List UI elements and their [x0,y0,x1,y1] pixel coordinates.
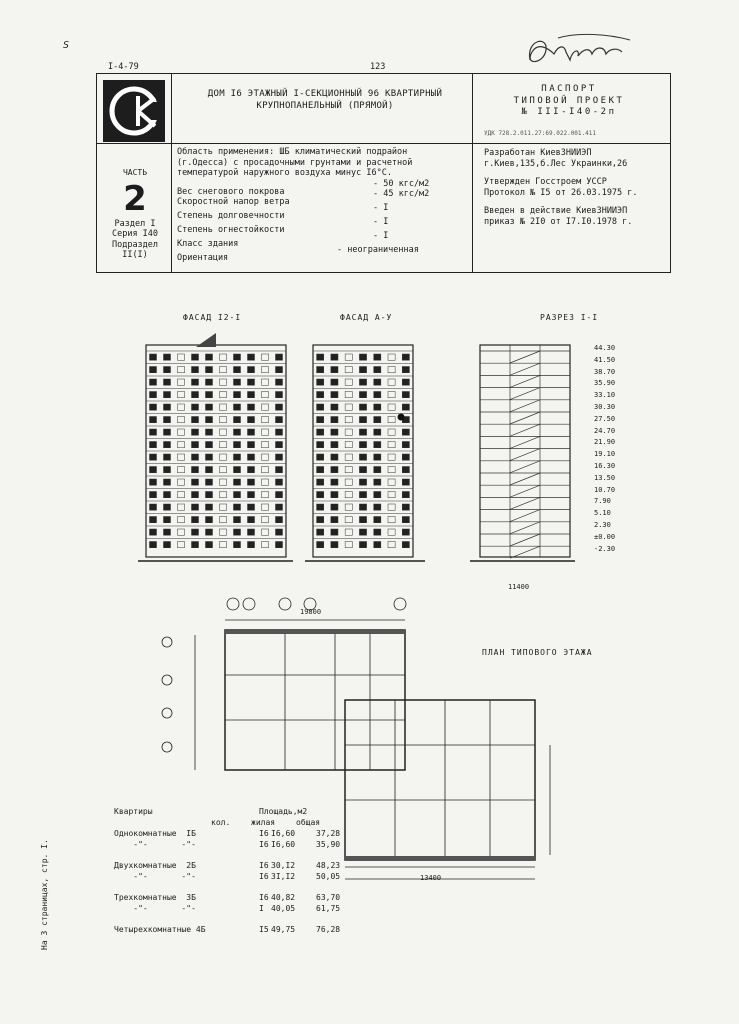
col-total: общая [296,818,321,827]
apt-count: I6 [259,893,269,902]
snow-value: - 50 кгс/м2 [373,178,430,189]
elevation-label: -2.30 [594,544,616,553]
apt-gap [211,860,259,871]
elevation-scale [594,344,615,556]
class-value: - I [373,231,389,241]
apt-living: 3I,I2 [271,872,296,881]
elevation-label: 21.90 [594,438,616,447]
signature [518,30,638,79]
apt-type: Двухкомнатные 2Б [114,861,196,870]
durability-value: - I [373,203,389,213]
project-title [185,88,465,112]
snow-label: Вес снегового покрова [177,186,285,197]
apt-count: I6 [259,840,269,849]
col-count: кол. [211,818,231,827]
elevation-label: 44.30 [594,344,616,352]
header-col-divider [171,73,172,273]
apt-type: Однокомнатные IБ [114,829,196,838]
apt-count: I6 [259,829,269,838]
section-line-2: Серия I40 [111,229,159,239]
fire-value: - I [373,217,389,227]
scan-mark: S [63,40,70,51]
developer-line-2: г.Киев,135,б.Лес Украинки,26 [484,158,628,169]
apartment-row [114,892,356,903]
section-line-3: Подраздел [111,239,159,250]
apt-count: I5 [259,925,269,934]
page-number: 123 [370,62,386,72]
developer-line-4: Протокол № I5 от 26.03.1975 г. [484,187,638,198]
apartment-row [114,924,356,935]
col-type: Квартиры [114,807,153,816]
elevation-label: 16.30 [594,461,616,470]
developer-line-3: Утвержден Госстроем УССР [484,177,607,187]
apt-type: -"- -"- [114,904,196,913]
section-drawing [470,325,575,570]
title-line-2: КРУПНОПАНЕЛЬНЫЙ (ПРЯМОЙ) [256,101,394,111]
passport-line-3: № III-I40-2п [521,107,617,117]
durability-label: Степень долговечности [177,211,285,221]
apt-living: 49,75 [271,925,296,934]
elevation-label: 27.50 [594,414,616,423]
apt-gap [211,924,259,935]
plan-bottom-dim: 13400 [420,874,442,882]
elevation-label: 19.10 [594,450,616,459]
passport-code: УДК 728.2.011.27:69.022.001.411 [484,130,596,137]
wind-value: - 45 кгс/м2 [373,189,430,199]
elevation-label: 38.70 [594,367,616,376]
col-living: жилая [251,818,276,827]
ck-logo [103,80,165,142]
elevation-label: ±0.00 [594,532,616,541]
elevation-label: 2.30 [594,520,611,529]
developer-line-1: Разработан КиевЗНИИЭП [484,148,592,158]
class-label: Класс здания [177,239,239,249]
apt-type: Четырехкомнатные 4Б [114,925,206,934]
application-line-2: (г.Одесса) с просадочными грунтами и расчетной [177,157,413,168]
elevation-label: 33.10 [594,391,616,400]
plan-top-dim: 19800 [300,608,322,616]
passport-block [474,84,664,119]
apt-gap [211,892,259,903]
apt-living: 40,82 [271,893,296,902]
passport-line-1: ПАСПОРТ [541,84,597,94]
facade-1-drawing [138,325,293,570]
elevation-label: 7.90 [594,497,611,506]
apartment-row [114,839,356,850]
apt-gap [211,828,259,839]
fire-label: Степень огнестойкости [177,225,285,235]
apartment-row [114,860,356,871]
title-line-1: ДОМ I6 ЭТАЖНЫЙ I-СЕКЦИОННЫЙ 96 КВАРТИРНЫЙ [207,89,443,99]
application-line-3: температурой наружного воздуха минус I6°С. [177,168,392,178]
elevation-label: 41.50 [594,355,616,364]
apt-total: 61,75 [316,904,341,913]
elevation-label: 10.70 [594,485,616,494]
header-divider [96,143,671,144]
apt-living: I6,60 [271,829,296,838]
plan-caption: ПЛАН ТИПОВОГО ЭТАЖА [482,648,593,657]
elevation-label: 13.50 [594,473,616,482]
elevation-label: 35.90 [594,379,616,388]
apartment-row [114,828,356,839]
doc-code: I-4-79 [108,62,139,72]
developer-line-5: Введен в действие КиевЗНИИЭП [484,206,628,216]
apt-total: 63,70 [316,893,341,902]
apt-type: -"- -"- [114,840,196,849]
apt-living: 40,05 [271,904,296,913]
elevation-label: 5.10 [594,509,611,518]
apt-living: I6,60 [271,840,296,849]
apartment-row [114,871,356,882]
apt-gap [211,903,259,914]
apt-gap [211,839,259,850]
facade-2-caption: ФАСАД А-У [340,313,393,322]
section-line-1: Раздел I [114,218,156,229]
apt-type: -"- -"- [114,872,196,881]
apartments-table [114,806,356,935]
apt-living: 30,I2 [271,861,296,870]
apt-count: I6 [259,861,269,870]
part-block [102,168,168,261]
part-number: 2 [123,178,147,219]
apt-total: 35,90 [316,840,341,849]
wind-label: Скоростной напор ветра [177,197,290,207]
apt-count: I [259,904,264,913]
section-dim: 11400 [508,583,530,591]
passport-line-2: ТИПОВОЙ ПРОЕКТ [513,95,625,106]
elevation-label: 24.70 [594,426,616,435]
facade-1-caption: ФАСАД I2-I [183,313,242,322]
side-note: На 3 страницах, стр. I. [40,839,49,950]
application-line-1: Область применения: ШБ климатический подрайон [177,147,408,157]
elevation-label: 30.30 [594,402,616,411]
section-caption: РАЗРЕЗ I-I [540,313,599,322]
apt-total: 76,28 [316,925,341,934]
apt-total: 48,23 [316,861,341,870]
apt-total: 50,05 [316,872,341,881]
col-area: Площадь,м2 [259,807,308,816]
specs-block [177,147,447,263]
developer-line-6: приказ № 2I0 от I7.I0.1978 г. [484,216,633,227]
apt-total: 37,28 [316,829,341,838]
orientation-value: - неограниченная [337,245,419,255]
developer-block [484,148,638,227]
apt-type: Трехкомнатные 3Б [114,893,196,902]
facade-2-drawing [305,325,425,570]
apt-gap [211,871,259,882]
section-line-4: II(I) [122,250,148,260]
part-label: ЧАСТЬ [122,168,148,177]
apartment-row [114,903,356,914]
orientation-label: Ориентация [177,253,229,263]
apt-count: I6 [259,872,269,881]
